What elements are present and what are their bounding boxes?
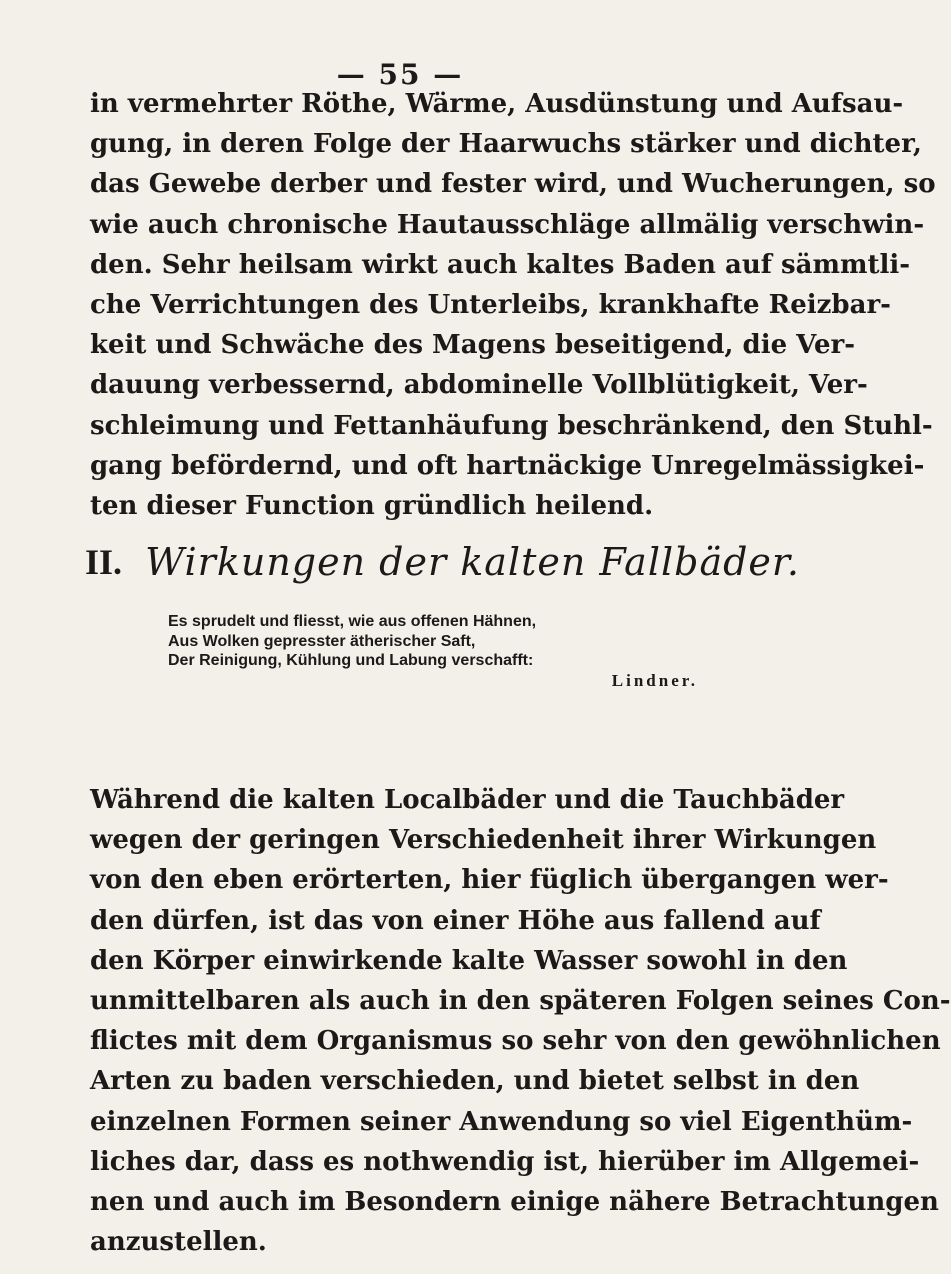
text-line: schleimung und Fettanhäufung beschränkend, den Stuhl- (90, 410, 933, 441)
text-line: den. Sehr heilsam wirkt auch kaltes Baden auf sämmtli- (90, 249, 911, 280)
text-line: das Gewebe derber und fester wird, und Wucherungen, so (90, 169, 936, 200)
section-title: Wirkungen der kalten Fallbäder. (145, 540, 800, 584)
text-line: anzustellen. (90, 1227, 267, 1258)
text-line: Arten zu baden verschieden, und bietet selbst in den (90, 1066, 860, 1097)
text-line: in vermehrter Röthe, Wärme, Ausdünstung und Aufsau- (90, 89, 904, 119)
section-number: II. (85, 542, 123, 582)
epigraph-line: Der Reinigung, Kühlung und Labung verschafft: (168, 652, 534, 670)
text-line: einzelnen Formen seiner Anwendung so viel Eigenthüm- (90, 1106, 913, 1137)
epigraph-author: Lindner. (611, 670, 698, 690)
text-line: gung, in deren Folge der Haarwuchs stärker und dichter, (90, 129, 922, 160)
page-number: — 55 — (336, 58, 464, 91)
epigraph-line: Aus Wolken gepresster ätherischer Saft, (168, 632, 476, 650)
text-line: Während die kalten Localbäder und die Tauchbäder (90, 785, 845, 815)
text-line: flictes mit dem Organismus so sehr von den gewöhnlichen (90, 1026, 941, 1057)
text-line: gang befördernd, und oft hartnäckige Unregelmässigkei- (90, 450, 925, 481)
paragraph-main (90, 780, 951, 1262)
text-line: ten dieser Function gründlich heilend. (90, 490, 654, 521)
text-line: wie auch chronische Hautausschläge allmälig verschwin- (90, 209, 925, 240)
text-line: wegen der geringen Verschiedenheit ihrer Wirkungen (90, 825, 877, 856)
epigraph-line: Es sprudelt und fliesst, wie aus offenen Hähnen, (168, 613, 537, 630)
text-line: von den eben erörterten, hier füglich übergangen wer- (90, 865, 889, 896)
text-line: keit und Schwäche des Magens beseitigend, die Ver- (90, 330, 855, 361)
epigraph (168, 612, 728, 690)
text-line: unmittelbaren als auch in den späteren Folgen seines Con- (90, 985, 951, 1016)
text-line: dauung verbessernd, abdominelle Vollblütigkeit, Ver- (90, 370, 868, 401)
text-line: den dürfen, ist das von einer Höhe aus fallend auf (90, 905, 821, 936)
text-line: nen und auch im Besondern einige nähere Betrachtungen (90, 1186, 939, 1217)
section-heading (85, 540, 800, 600)
text-line: den Körper einwirkende kalte Wasser sowohl in den (90, 945, 848, 976)
text-line: liches dar, dass es nothwendig ist, hierüber im Allgemei- (90, 1146, 920, 1177)
text-line: che Verrichtungen des Unterleibs, krankhafte Reizbar- (90, 289, 891, 320)
paragraph-continued (90, 84, 936, 526)
